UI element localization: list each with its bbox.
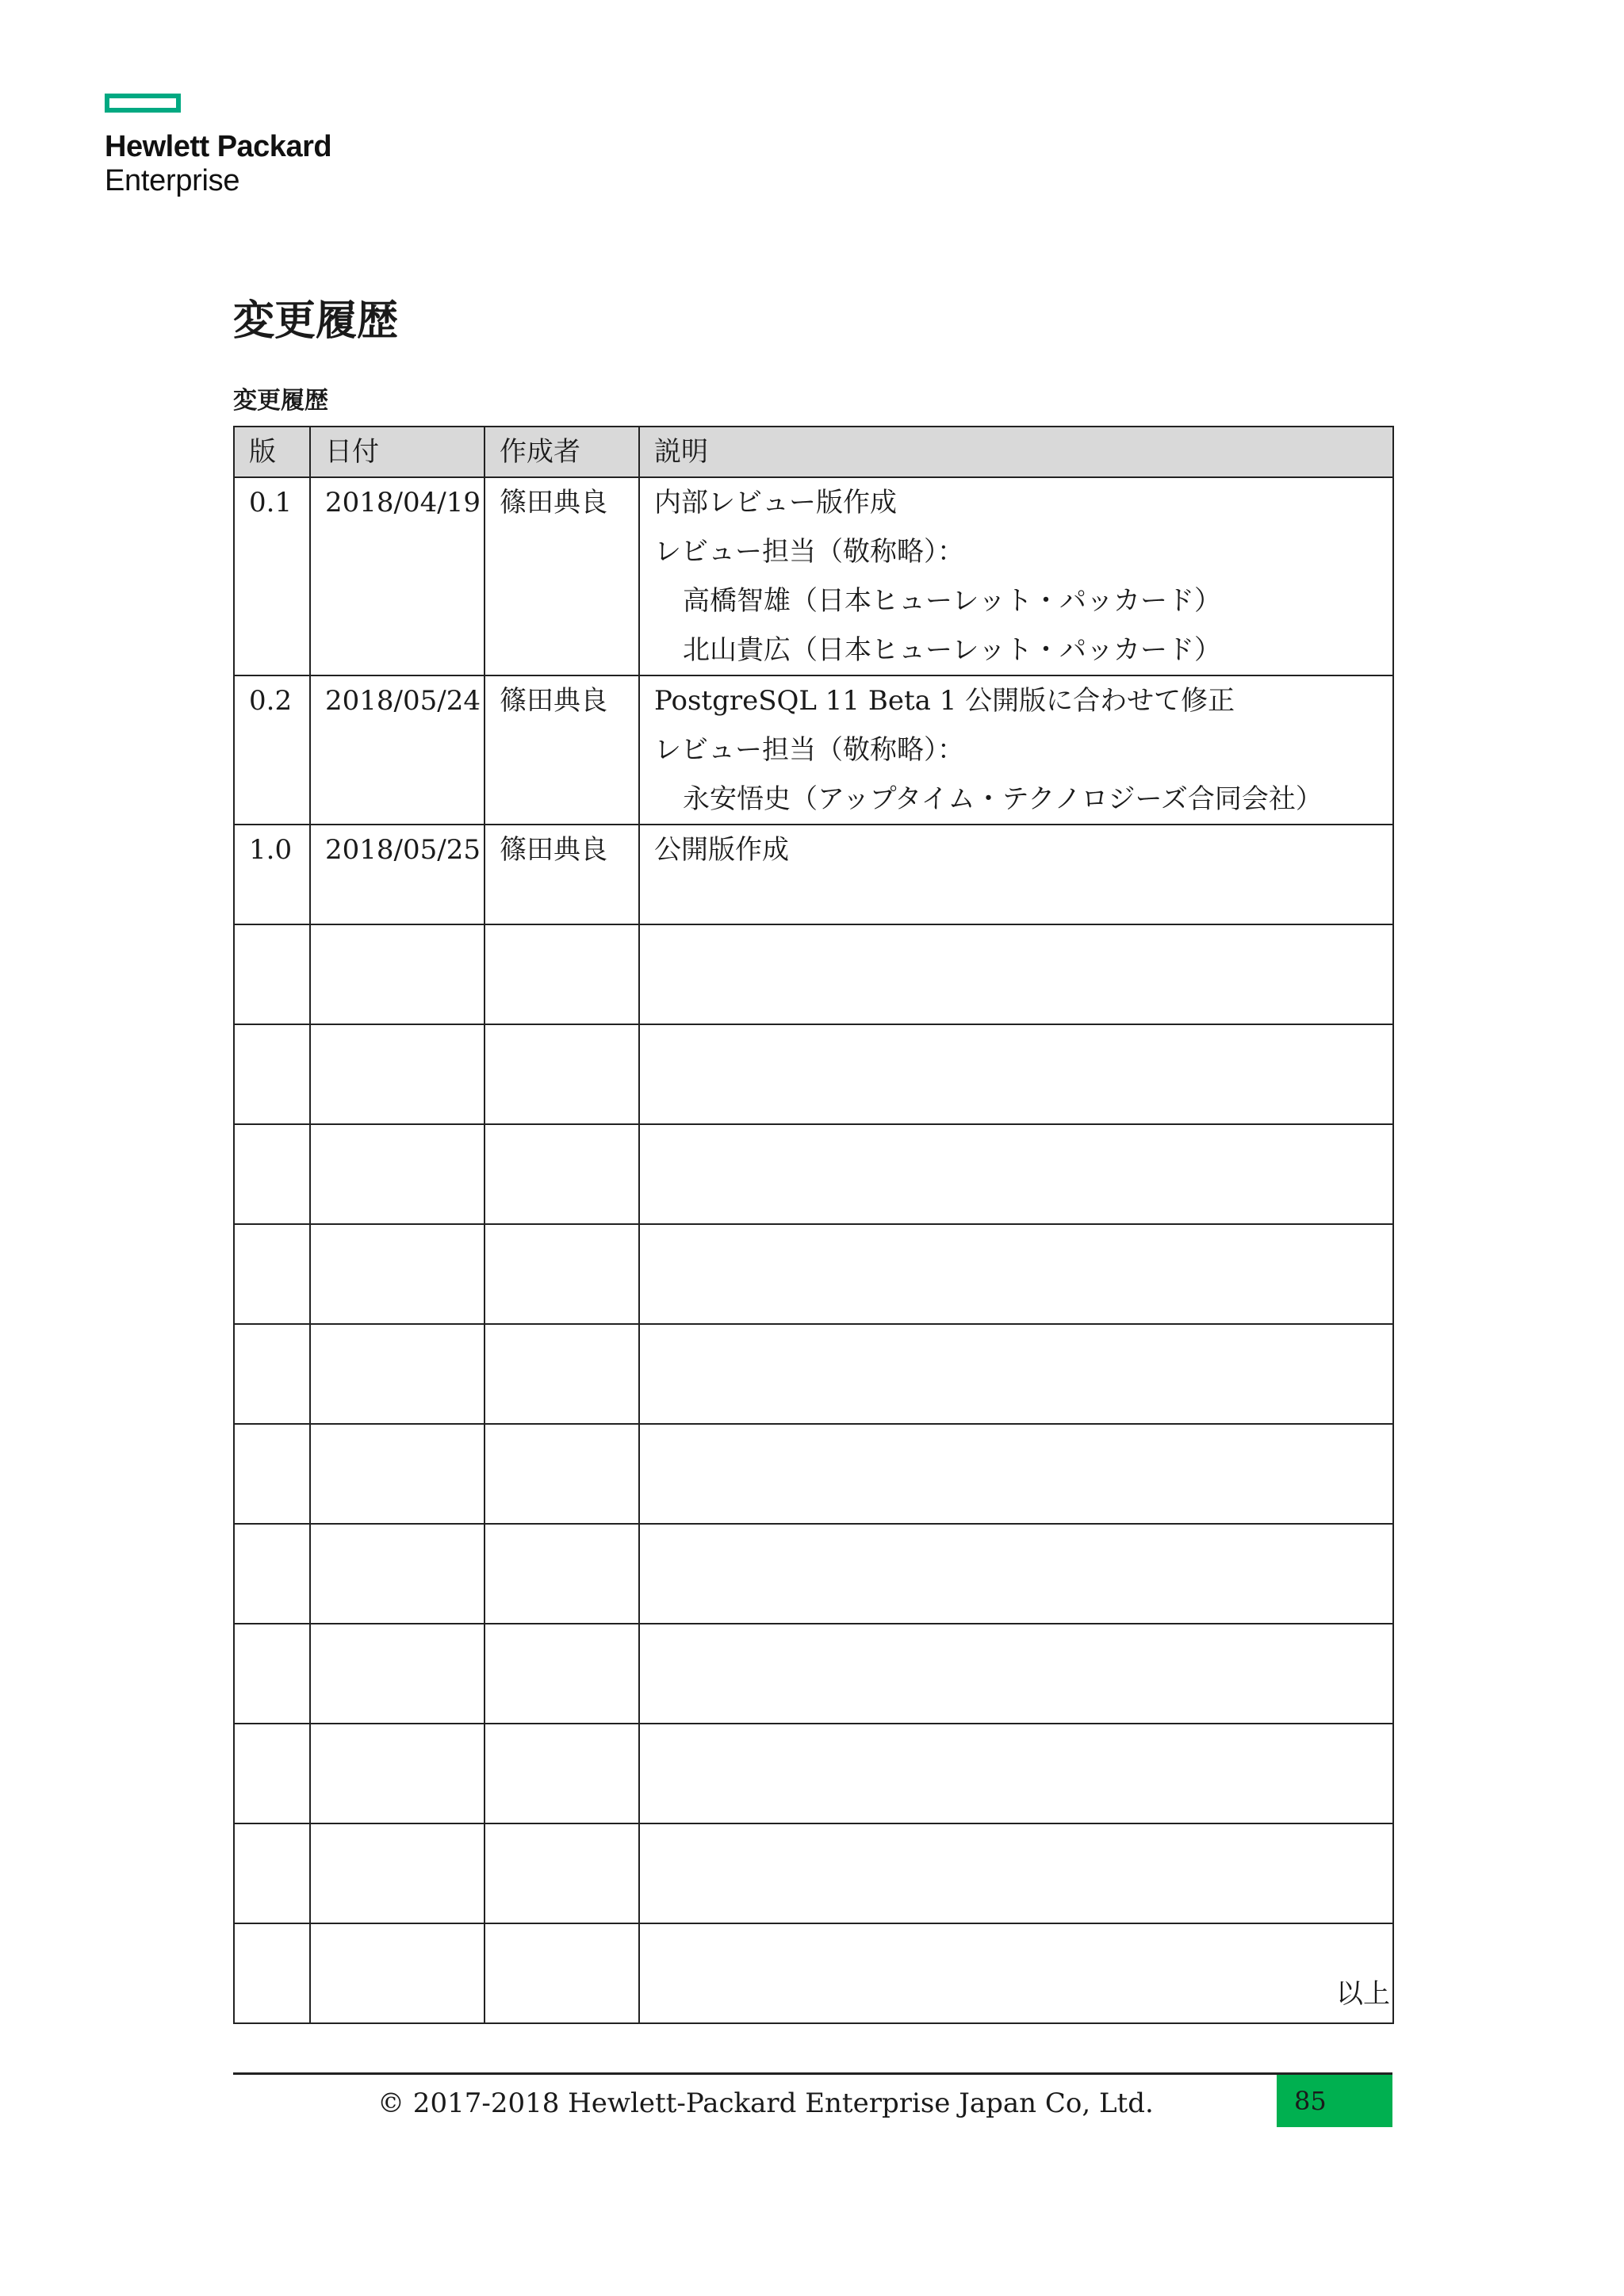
empty-cell (310, 924, 485, 1024)
empty-cell (234, 1624, 310, 1724)
revision-history-table (233, 426, 1394, 2024)
empty-cell (485, 1923, 639, 2023)
closing-mark: 以上 (1336, 1978, 1390, 2010)
empty-cell (485, 1124, 639, 1224)
empty-cell (485, 1724, 639, 1823)
empty-cell (639, 1923, 1393, 2023)
description-line: PostgreSQL 11 Beta 1 公開版に合わせて修正 (654, 685, 1235, 717)
empty-cell (639, 1324, 1393, 1424)
cell-author: 篠田典良 (485, 477, 639, 675)
cell-description (639, 477, 1393, 675)
empty-cell (310, 1024, 485, 1124)
empty-table-row (234, 1823, 1393, 1923)
empty-cell (234, 924, 310, 1024)
empty-cell (639, 1224, 1393, 1324)
hpe-logo-rectangle-icon (105, 94, 181, 113)
table-caption: 変更履歴 (233, 387, 328, 415)
empty-cell (310, 1624, 485, 1724)
empty-table-row (234, 1024, 1393, 1124)
empty-cell (234, 1923, 310, 2023)
empty-cell (485, 1624, 639, 1724)
empty-cell (310, 1324, 485, 1424)
empty-cell (639, 1724, 1393, 1823)
empty-cell (485, 1524, 639, 1624)
empty-cell (485, 924, 639, 1024)
cell-version: 0.2 (234, 675, 310, 825)
empty-cell (234, 1024, 310, 1124)
empty-table-row (234, 1424, 1393, 1524)
empty-cell (234, 1823, 310, 1923)
empty-cell (234, 1124, 310, 1224)
empty-cell (234, 1724, 310, 1823)
empty-cell (310, 1823, 485, 1923)
table-row (234, 825, 1393, 924)
empty-cell (485, 1224, 639, 1324)
header-author: 作成者 (485, 427, 639, 477)
empty-cell (310, 1224, 485, 1324)
header-date: 日付 (310, 427, 485, 477)
logo-text-line1: Hewlett Packard (105, 130, 332, 163)
empty-table-row (234, 1124, 1393, 1224)
cell-date: 2018/05/24 (310, 675, 485, 825)
empty-cell (234, 1224, 310, 1324)
cell-version: 0.1 (234, 477, 310, 675)
empty-cell (234, 1324, 310, 1424)
empty-table-row (234, 1324, 1393, 1424)
empty-cell (310, 1923, 485, 2023)
empty-cell (234, 1524, 310, 1624)
empty-cell (310, 1124, 485, 1224)
empty-cell (485, 1424, 639, 1524)
reviewer-name: 北山貴広（日本ヒューレット・パッカード） (683, 634, 1221, 666)
cell-date: 2018/05/25 (310, 825, 485, 924)
page-title: 変更履歴 (233, 297, 399, 345)
empty-cell (234, 1424, 310, 1524)
empty-table-row (234, 1624, 1393, 1724)
table-header-row (234, 427, 1393, 477)
empty-cell (639, 1624, 1393, 1724)
reviewer-name: 高橋智雄（日本ヒューレット・パッカード） (683, 585, 1221, 617)
header-version: 版 (234, 427, 310, 477)
description-line: 公開版作成 (654, 834, 789, 866)
empty-cell (639, 924, 1393, 1024)
empty-cell (639, 1024, 1393, 1124)
empty-cell (639, 1524, 1393, 1624)
footer-copyright: © 2017-2018 Hewlett-Packard Enterprise Japan Co, Ltd. (377, 2087, 1154, 2119)
page-number-badge: 85 (1277, 2075, 1392, 2127)
empty-table-row (234, 1524, 1393, 1624)
empty-cell (310, 1724, 485, 1823)
empty-cell (310, 1524, 485, 1624)
empty-cell (485, 1024, 639, 1124)
description-line: レビュー担当（敬称略）： (654, 536, 964, 568)
empty-cell (310, 1424, 485, 1524)
empty-table-row (234, 1224, 1393, 1324)
cell-author: 篠田典良 (485, 675, 639, 825)
reviewer-name: 永安悟史（アップタイム・テクノロジーズ合同会社） (683, 783, 1323, 815)
description-line: 内部レビュー版作成 (654, 487, 897, 519)
cell-author: 篠田典良 (485, 825, 639, 924)
empty-cell (639, 1823, 1393, 1923)
cell-description (639, 825, 1393, 924)
cell-date: 2018/04/19 (310, 477, 485, 675)
table-row (234, 675, 1393, 825)
footer-divider (233, 2072, 1392, 2075)
table-row (234, 477, 1393, 675)
empty-cell (639, 1424, 1393, 1524)
logo-text-line2: Enterprise (105, 164, 240, 197)
empty-cell (639, 1124, 1393, 1224)
empty-cell (485, 1823, 639, 1923)
empty-cell (485, 1324, 639, 1424)
empty-table-row (234, 1923, 1393, 2023)
cell-version: 1.0 (234, 825, 310, 924)
header-description: 説明 (639, 427, 1393, 477)
empty-table-row (234, 1724, 1393, 1823)
empty-table-row (234, 924, 1393, 1024)
cell-description (639, 675, 1393, 825)
description-line: レビュー担当（敬称略）： (654, 734, 964, 766)
hpe-logo (105, 94, 331, 198)
